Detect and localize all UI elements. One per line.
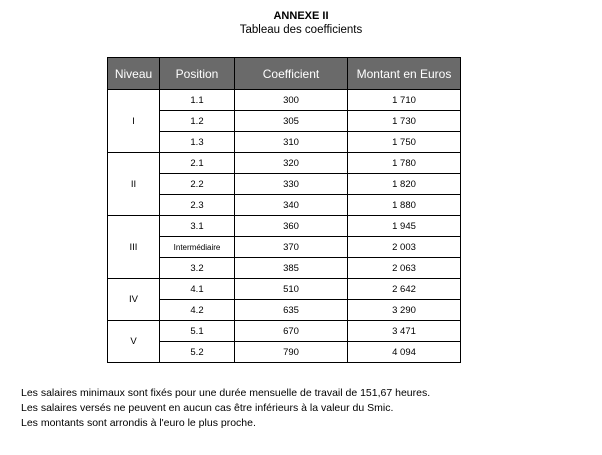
- header-position: Position: [160, 58, 235, 90]
- table-title: Tableau des coefficients: [239, 24, 363, 36]
- note-line: Les montants sont arrondis à l'euro le plus proche.: [21, 417, 256, 429]
- coefficient-cell: 510: [235, 279, 348, 300]
- notes: [21, 386, 430, 431]
- position-cell: 5.1: [160, 321, 235, 342]
- montant-cell: 2 063: [348, 258, 461, 279]
- table-row: [108, 174, 461, 195]
- coefficient-cell: 370: [235, 237, 348, 258]
- montant-cell: 1 780: [348, 153, 461, 174]
- position-cell: 3.1: [160, 216, 235, 237]
- coefficient-cell: 670: [235, 321, 348, 342]
- table-row: [108, 132, 461, 153]
- table-row: [108, 342, 461, 363]
- niveau-cell: III: [108, 216, 160, 279]
- table-row: [108, 237, 461, 258]
- note-line: Les salaires minimaux sont fixés pour une durée mensuelle de travail de 151,67 heures.: [21, 387, 431, 399]
- montant-cell: 1 945: [348, 216, 461, 237]
- coefficient-cell: 360: [235, 216, 348, 237]
- table-row: [108, 279, 461, 300]
- table-row: [108, 195, 461, 216]
- position-cell: 3.2: [160, 258, 235, 279]
- header-montant: Montant en Euros: [348, 58, 461, 90]
- table-row: [108, 153, 461, 174]
- niveau-cell: V: [108, 321, 160, 363]
- annex-title: ANNEXE II: [273, 10, 329, 22]
- coefficient-cell: 320: [235, 153, 348, 174]
- montant-cell: 1 820: [348, 174, 461, 195]
- coefficient-cell: 340: [235, 195, 348, 216]
- header-niveau: Niveau: [108, 58, 160, 90]
- table-row: [108, 90, 461, 111]
- table-row: [108, 300, 461, 321]
- header-coefficient: Coefficient: [235, 58, 348, 90]
- montant-cell: 1 730: [348, 111, 461, 132]
- coefficient-cell: 305: [235, 111, 348, 132]
- montant-cell: 3 471: [348, 321, 461, 342]
- table-header-row: [108, 58, 461, 90]
- montant-cell: 1 710: [348, 90, 461, 111]
- position-cell: Intermédiaire: [160, 237, 235, 258]
- coefficient-cell: 300: [235, 90, 348, 111]
- position-cell: 1.2: [160, 111, 235, 132]
- position-cell: 1.3: [160, 132, 235, 153]
- position-cell: 2.1: [160, 153, 235, 174]
- position-cell: 1.1: [160, 90, 235, 111]
- montant-cell: 1 880: [348, 195, 461, 216]
- position-cell: 2.2: [160, 174, 235, 195]
- montant-cell: 3 290: [348, 300, 461, 321]
- niveau-cell: II: [108, 153, 160, 216]
- montant-cell: 2 642: [348, 279, 461, 300]
- montant-cell: 2 003: [348, 237, 461, 258]
- niveau-cell: I: [108, 90, 160, 153]
- montant-cell: 4 094: [348, 342, 461, 363]
- coefficient-cell: 330: [235, 174, 348, 195]
- note-line: Les salaires versés ne peuvent en aucun cas être inférieurs à la valeur du Smic.: [21, 402, 394, 414]
- table-row: [108, 321, 461, 342]
- coefficient-cell: 385: [235, 258, 348, 279]
- montant-cell: 1 750: [348, 132, 461, 153]
- table-row: [108, 111, 461, 132]
- coefficient-cell: 310: [235, 132, 348, 153]
- table-row: [108, 258, 461, 279]
- position-cell: 4.1: [160, 279, 235, 300]
- coefficient-cell: 635: [235, 300, 348, 321]
- position-cell: 5.2: [160, 342, 235, 363]
- position-cell: 2.3: [160, 195, 235, 216]
- position-cell: 4.2: [160, 300, 235, 321]
- table-row: [108, 216, 461, 237]
- coefficient-table: [107, 57, 461, 363]
- niveau-cell: IV: [108, 279, 160, 321]
- coefficient-cell: 790: [235, 342, 348, 363]
- table-body: [108, 90, 461, 363]
